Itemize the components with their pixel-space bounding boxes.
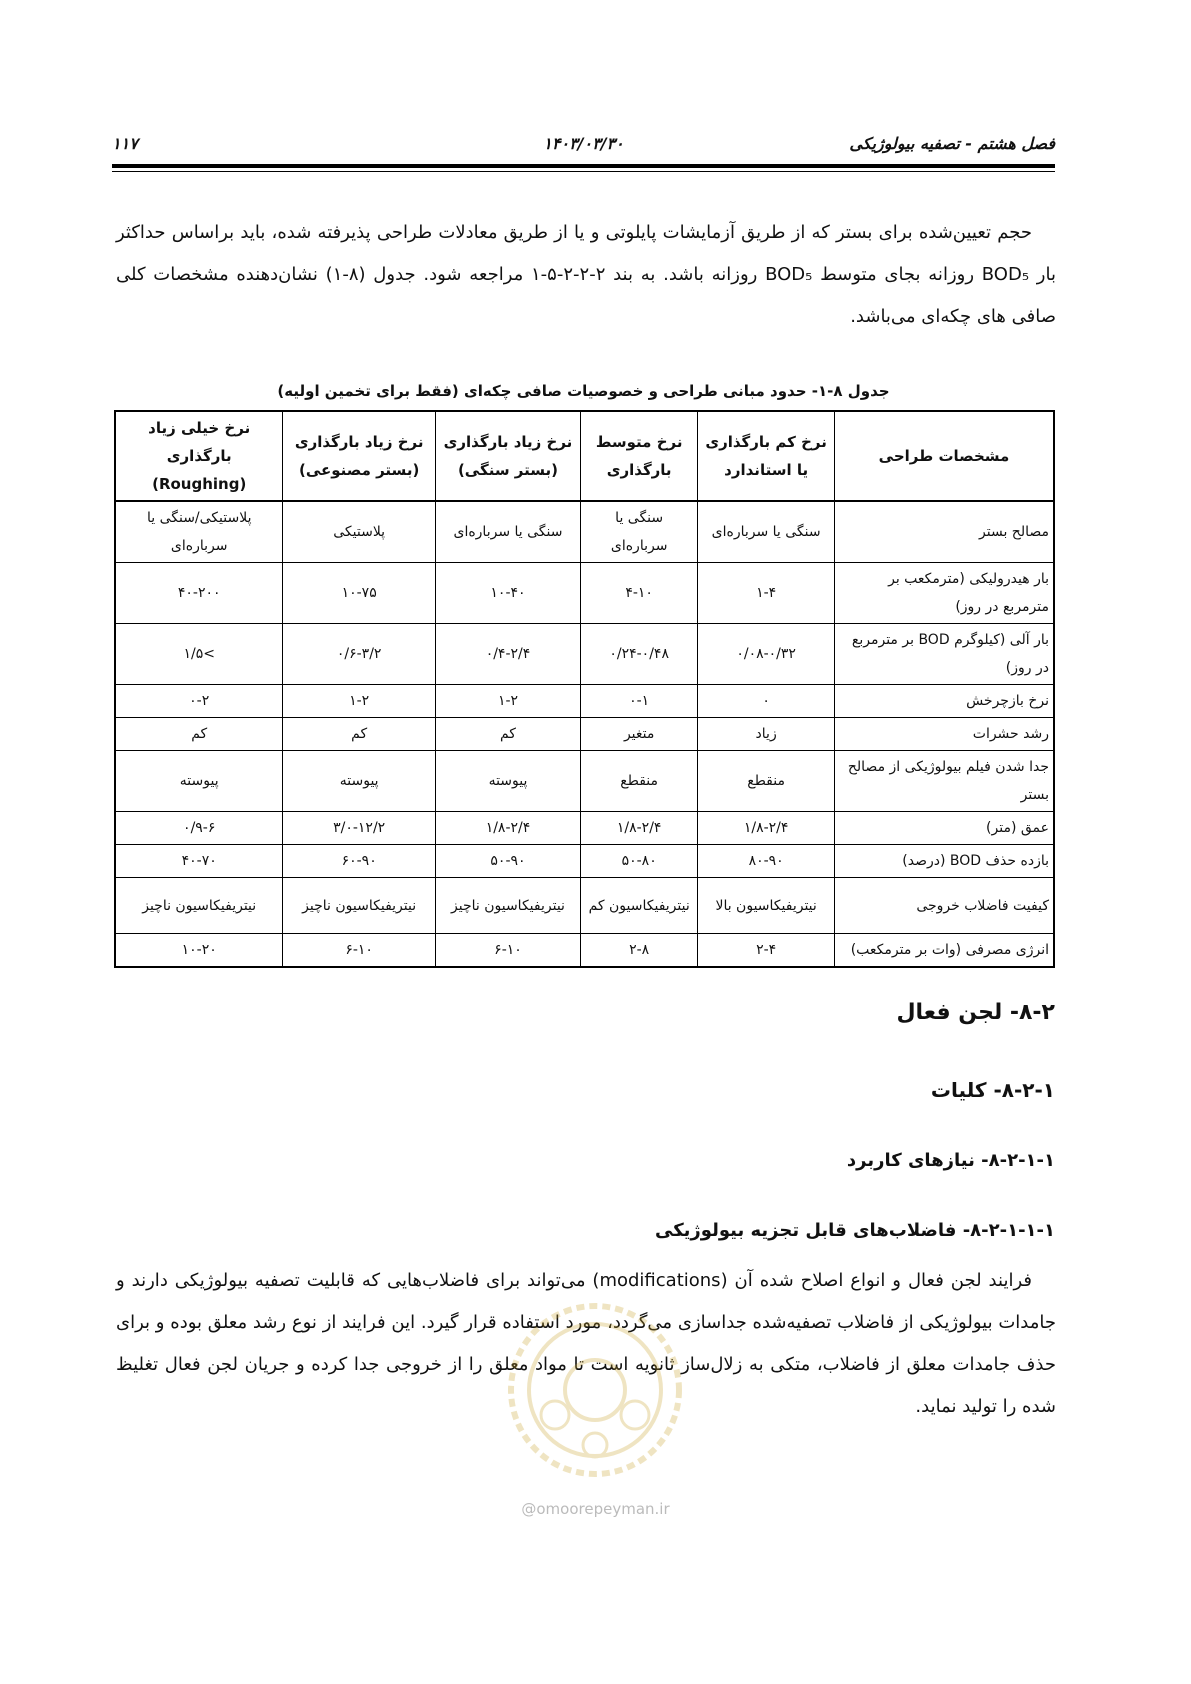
section-heading-biodegradable-wastewater: ۸-۲-۱-۱-۱- فاضلاب‌های قابل تجزیه بیولوژیکی (654, 1220, 1055, 1241)
table-cell: ۰-۲ (115, 685, 283, 718)
table-row (115, 718, 1054, 751)
table-cell: ۳/۰-۱۲/۲ (283, 812, 435, 845)
table-header-row (115, 411, 1054, 501)
table-cell: ۰/۶-۳/۲ (283, 624, 435, 685)
watermark-text: @omoorepeyman.ir (521, 1500, 670, 1518)
table-row-label: جدا شدن فیلم بیولوژیکی از مصالح بستر (835, 751, 1055, 812)
table-cell: ۴۰-۲۰۰ (115, 563, 283, 624)
table-cell: ۰/۹-۶ (115, 812, 283, 845)
table-cell: نیتریفیکاسیون ناچیز (283, 878, 435, 934)
table-row (115, 934, 1054, 968)
table-row-label: بار هیدرولیکی (مترمکعب بر مترمربع در روز) (835, 563, 1055, 624)
table-cell: ۰-۱ (581, 685, 698, 718)
table-row-label: بار آلی (کیلوگرم BOD بر مترمربع در روز) (835, 624, 1055, 685)
table-cell: نیتریفیکاسیون ناچیز (115, 878, 283, 934)
header-cell-low-rate: نرخ کم بارگذاری یا استاندارد (698, 411, 835, 501)
table-cell: ۶-۱۰ (283, 934, 435, 968)
section-heading-general: ۸-۲-۱- کلیات (930, 1078, 1055, 1102)
table-cell: نیتریفیکاسیون ناچیز (435, 878, 580, 934)
watermark-seal-icon (505, 1300, 685, 1480)
table-row-label: مصالح بستر (835, 501, 1055, 563)
table-row-label: بازده حذف BOD (درصد) (835, 845, 1055, 878)
table-cell: کم (435, 718, 580, 751)
table-cell: ۵۰-۸۰ (581, 845, 698, 878)
body-paragraph-text: فرایند لجن فعال و انواع اصلاح شده آن (modifications) می‌تواند برای فاضلاب‌هایی که قابلیت تصفیه بیولوژیکی دارند و جامدات بیولوژیکی از فاضلاب تصفیه‌شده جداسازی می‌گردد، مورد استفاده قرار گیرد. این فرایند از نوع رشد معلق بوده و برای حذف جامدات معلق از فاضلاب، متکی به زلال‌ساز ثانویه است تا مواد معلق را از خروجی جدا کرده و جریان لجن فعال تغلیظ شده را تولید نماید. (116, 1270, 1056, 1417)
table-cell: سنگی یا سرباره‌ای (581, 501, 698, 563)
header-cell-high-rate-rock: نرخ زیاد بارگذاری (بستر سنگی) (435, 411, 580, 501)
table-cell: پیوسته (435, 751, 580, 812)
table-cell: ۰/۰۸-۰/۳۲ (698, 624, 835, 685)
table-caption: جدول ۸-۱- حدود مبانی طراحی و خصوصیات صافی چکه‌ای (فقط برای تخمین اولیه) (277, 382, 890, 400)
table-cell: ۱/۸-۲/۴ (435, 812, 580, 845)
table-cell: ۱-۲ (283, 685, 435, 718)
table-cell: ۶۰-۹۰ (283, 845, 435, 878)
header-date: ۱۴۰۳/۰۳/۳۰ (543, 134, 624, 153)
table-cell: منقطع (698, 751, 835, 812)
section-heading-activated-sludge: ۸-۲- لجن فعال (896, 1000, 1055, 1025)
header-cell-high-rate-plastic: نرخ زیاد بارگذاری (بستر مصنوعی) (283, 411, 435, 501)
table-cell: کم (115, 718, 283, 751)
table-row-label: رشد حشرات (835, 718, 1055, 751)
header-rule-thick (112, 164, 1055, 168)
table-cell: ۱-۲ (435, 685, 580, 718)
table-row-label: کیفیت فاضلاب خروجی (835, 878, 1055, 934)
table-cell: سنگی یا سرباره‌ای (698, 501, 835, 563)
table-cell: ۱۰-۴۰ (435, 563, 580, 624)
table-cell: ۱۰-۲۰ (115, 934, 283, 968)
table-cell: ۰/۴-۲/۴ (435, 624, 580, 685)
table-cell: ۴۰-۷۰ (115, 845, 283, 878)
table-cell: ۰ (698, 685, 835, 718)
table-row-label: انرژی مصرفی (وات بر مترمکعب) (835, 934, 1055, 968)
table-cell: نیتریفیکاسیون کم (581, 878, 698, 934)
chapter-title: فصل هشتم - تصفیه بیولوژیکی (849, 134, 1055, 153)
table-cell: متغیر (581, 718, 698, 751)
intro-paragraph (116, 212, 1056, 338)
header-cell-intermediate-rate: نرخ متوسط بارگذاری (581, 411, 698, 501)
table-row-label: عمق (متر) (835, 812, 1055, 845)
table-cell: ۸۰-۹۰ (698, 845, 835, 878)
table-cell: زیاد (698, 718, 835, 751)
table-row (115, 624, 1054, 685)
intro-paragraph-text: حجم تعیین‌شده برای بستر که از طریق آزمایشات پایلوتی و یا از طریق معادلات طراحی پذیرفته شده، باید براساس حداکثر بار BOD₅ روزانه بجای متوسط BOD₅ روزانه باشد. به بند ۲-۲-۲-۵-۱ مراجعه شود. جدول (۸-۱) نشان‌دهنده مشخصات کلی صافی های چکه‌ای می‌باشد. (116, 222, 1056, 327)
table-cell: پلاستیکی/سنگی یا سرباره‌ای (115, 501, 283, 563)
section-heading-application-needs: ۸-۲-۱-۱- نیازهای کاربرد (846, 1150, 1055, 1171)
table-cell: ۵۰-۹۰ (435, 845, 580, 878)
header-cell-design: مشخصات طراحی (835, 411, 1055, 501)
table-row (115, 501, 1054, 563)
table-cell: نیتریفیکاسیون بالا (698, 878, 835, 934)
table-cell: ۰/۲۴-۰/۴۸ (581, 624, 698, 685)
table-cell: پیوسته (115, 751, 283, 812)
table-cell: کم (283, 718, 435, 751)
table-cell: پیوسته (283, 751, 435, 812)
table-row (115, 878, 1054, 934)
design-spec-table (114, 410, 1055, 968)
table-row (115, 812, 1054, 845)
table-cell: ۱-۴ (698, 563, 835, 624)
table-cell: ۱/۸-۲/۴ (581, 812, 698, 845)
table-cell: سنگی یا سرباره‌ای (435, 501, 580, 563)
table-cell: ۱۰-۷۵ (283, 563, 435, 624)
table-cell: ۶-۱۰ (435, 934, 580, 968)
table-row (115, 751, 1054, 812)
table-row-label: نرخ بازچرخش (835, 685, 1055, 718)
table-row (115, 845, 1054, 878)
table-cell: ۴-۱۰ (581, 563, 698, 624)
page-header (112, 130, 1055, 158)
table-cell: >۱/۵ (115, 624, 283, 685)
table-row (115, 563, 1054, 624)
header-cell-roughing: نرخ خیلی زیاد بارگذاری (Roughing) (115, 411, 283, 501)
table-row (115, 685, 1054, 718)
page-number: ۱۱۷ (112, 134, 138, 153)
table-cell: ۲-۴ (698, 934, 835, 968)
table-cell: پلاستیکی (283, 501, 435, 563)
table-cell: ۲-۸ (581, 934, 698, 968)
header-rule-thin (112, 171, 1055, 172)
table-cell: منقطع (581, 751, 698, 812)
table-cell: ۱/۸-۲/۴ (698, 812, 835, 845)
